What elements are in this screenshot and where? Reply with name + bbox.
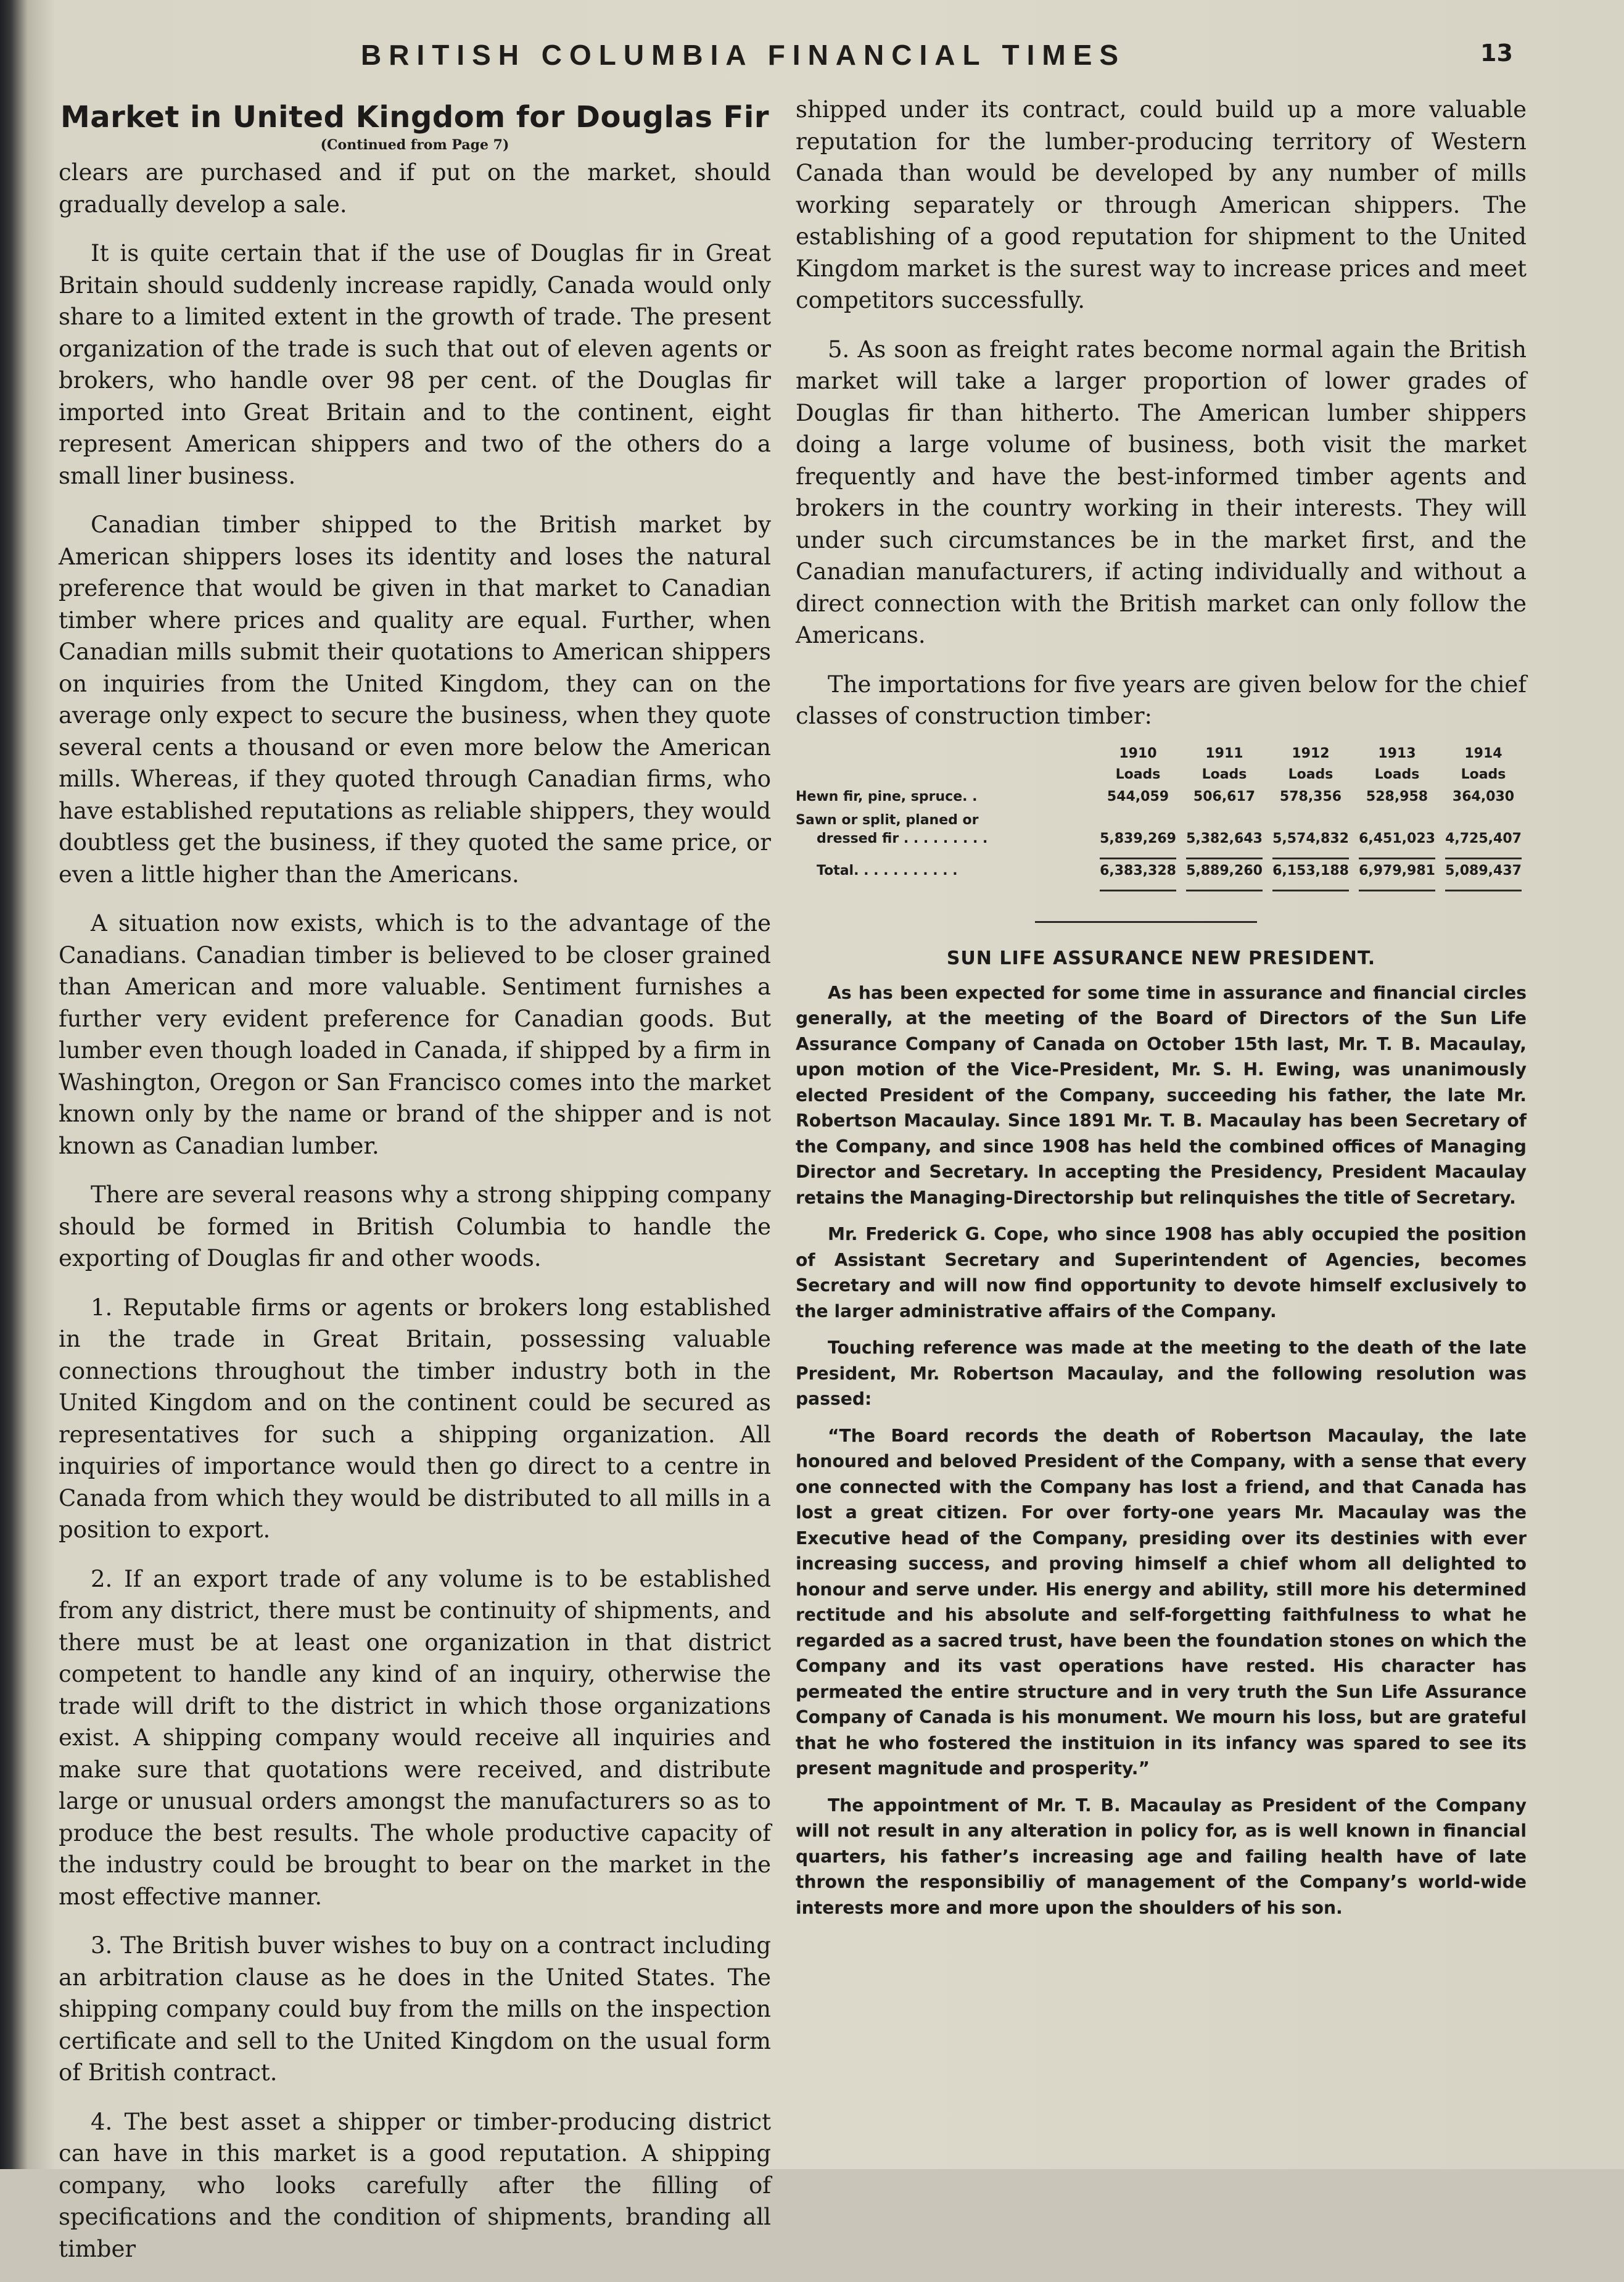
total-cell: 6,153,188 bbox=[1272, 862, 1349, 878]
article-paragraph: 4. The best asset a shipper or timber-producing district can have in this market is a good reputation. A shipping company, who looks carefully after the filling of specifications and the condition of shipments, branding all timber bbox=[59, 2108, 771, 2262]
table-cell: 528,958 bbox=[1366, 788, 1428, 804]
year-header: 1912 bbox=[1292, 745, 1330, 761]
column-rule bbox=[1445, 890, 1521, 891]
row-label bbox=[796, 809, 1095, 851]
news-paragraph: As has been expected for some time in assurance and financial circles generally, at the meeting of the Board of Directors of the Sun Life Assurance Company of Canada on October 15th last, Mr. T. B. Macaulay, upon motion of the Vice-President, Mr. S. H. Ewing, was unanimously elected President of the Company, succeeding his father, the late Mr. Robertson Macaulay. Since 1891 Mr. T. B. Macaulay has been Secretary of the Company, and since 1908 has held the combined offices of Managing Director and Secretary. In accepting the Presidency, President Macaulay retains the Managing-Directorship but relinquishes the title of Secretary. bbox=[796, 982, 1527, 1208]
total-cell: 5,889,260 bbox=[1186, 862, 1263, 878]
table-header-years bbox=[796, 743, 1527, 764]
year-header: 1914 bbox=[1464, 745, 1502, 761]
running-title: BRITISH COLUMBIA FINANCIAL TIMES bbox=[361, 39, 1126, 71]
article-paragraph: 3. The British buver wishes to buy on a contract including an arbitration clause as he does in the United States. The shipping company could buy from the mills on the inspection certificate and sell to the United Kingdom on the usual form of British contract. bbox=[59, 1932, 771, 2086]
news-paragraph: Mr. Frederick G. Cope, who since 1908 has ably occupied the position of Assistant Secretary and Superintendent of Agencies, becomes Secretary and will now find opportunity to devote himself exclusively to the larger administrative affairs of the Company. bbox=[796, 1224, 1527, 1321]
table-cell: 5,382,643 bbox=[1186, 830, 1263, 846]
news-quote: “The Board records the death of Robertson Macaulay, the late honoured and beloved President of the Company, with a sense that every one connected with the Company has lost a friend, and that Canada has lost a great citizen. For over forty-one years Mr. Macaulay was the Executive head of the Company, presiding over its destinies with ever increasing success, and proving himself a chief whom all delighted to honour and serve under. His energy and ability, still more his determined rectitude and his absolute and self-forgetting faithfulness to what he regarded as a sacred trust, have been the foundation stones on which the Company and its vast operations have rested. His character has permeated the entire structure and in very truth the Sun Life Assurance Company of Canada is his monument. We mourn his loss, but are grateful that he who fostered the instituion in its infancy was spared to see its present magnitude and prosperity.” bbox=[796, 1425, 1527, 1779]
news-headline: SUN LIFE ASSURANCE NEW PRESIDENT. bbox=[946, 947, 1376, 969]
unit-header: Loads bbox=[1115, 766, 1161, 782]
column-rule bbox=[1186, 890, 1262, 891]
column-rule bbox=[1359, 890, 1435, 891]
table-cell: 544,059 bbox=[1107, 788, 1169, 804]
article-paragraph: A situation now exists, which is to the advantage of the Canadians. Canadian timber is believed to be closer grained than American and more valuable. Sentiment furnishes a further very evident preference for Canadian goods. But lumber even though loaded in Canada, if shipped by a firm in Washington, Oregon or San Francisco comes into the market known only by the name or brand of the shipper and is not known as Canadian lumber. bbox=[59, 910, 771, 1159]
table-header-units bbox=[796, 764, 1527, 785]
table-row bbox=[796, 785, 1527, 809]
article-paragraph: clears are purchased and if put on the market, should gradually develop a sale. bbox=[59, 159, 771, 218]
continued-note: (Continued from Page 7) bbox=[320, 137, 509, 153]
table-cell: 6,451,023 bbox=[1359, 830, 1435, 846]
article-paragraph: 2. If an export trade of any volume is to be established from any district, there must be continuity of shipments, and there must be at least one organization in that district competent to handle any kind of an inquiry, otherwise the trade will drift to the district in which those organizations exist. A shipping company would receive all inquiries and make sure that quotations were received, and distribute large or unusual orders amongst the manufacturers so as to produce the best results. The whole productive capacity of the industry could be brought to bear on the market in the most effective manner. bbox=[59, 1565, 771, 1910]
news-paragraph: Touching reference was made at the meeting to the death of the late President, Mr. Robertson Macaulay, and the following resolution was passed: bbox=[796, 1337, 1527, 1409]
year-header: 1911 bbox=[1205, 745, 1243, 761]
page-number: 13 bbox=[1480, 39, 1513, 67]
column-rule bbox=[1100, 890, 1176, 891]
unit-header: Loads bbox=[1461, 766, 1506, 782]
left-column bbox=[59, 93, 771, 2282]
year-header: 1913 bbox=[1378, 745, 1416, 761]
table-cell: 5,574,832 bbox=[1272, 830, 1349, 846]
article-paragraph: There are several reasons why a strong shipping company should be formed in British Columbia to handle the exporting of Douglas fir and other woods. bbox=[59, 1181, 771, 1271]
unit-header: Loads bbox=[1374, 766, 1420, 782]
imports-table bbox=[796, 743, 1527, 891]
page-header bbox=[0, 38, 1624, 75]
news-paragraph: The appointment of Mr. T. B. Macaulay as President of the Company will not result in any alteration in policy for, as is well known in financial quarters, his father’s increasing age and failing health have of late thrown the responsibiliy of management of the Company’s world-wide interests more and more upon the shoulders of his son. bbox=[796, 1795, 1527, 1918]
section-divider bbox=[1035, 921, 1257, 923]
table-cell: 364,030 bbox=[1452, 788, 1515, 804]
total-cell: 5,089,437 bbox=[1445, 862, 1522, 878]
table-cell: 578,356 bbox=[1279, 788, 1342, 804]
total-label: Total. . . . . . . . . . . bbox=[817, 862, 958, 878]
table-rule-row bbox=[796, 883, 1527, 891]
right-column bbox=[796, 94, 1527, 1932]
article-paragraph: shipped under its contract, could build up a more valuable reputation for the lumber-producing territory of Western Canada than would be developed by any number of mills working separately or through American shippers. The establishing of a good reputation for shipment to the United Kingdom market is the surest way to increase prices and meet competitors successfully. bbox=[796, 96, 1527, 313]
table-intro: The importations for five years are given below for the chief classes of construction timber: bbox=[796, 671, 1527, 729]
unit-header: Loads bbox=[1202, 766, 1247, 782]
row-label-line: Sawn or split, planed or bbox=[796, 812, 979, 828]
row-label: Hewn fir, pine, spruce. . bbox=[796, 788, 978, 804]
table-row bbox=[796, 809, 1527, 851]
table-total-row bbox=[796, 859, 1527, 883]
total-cell: 6,979,981 bbox=[1359, 862, 1435, 878]
column-rule bbox=[1272, 890, 1348, 891]
article-paragraph: It is quite certain that if the use of Douglas fir in Great Britain should suddenly increase rapidly, Canada would only share to a limited extent in the growth of trade. The present organization of the trade is such that out of eleven agents or brokers, who handle over 98 per cent. of the Douglas fir imported into Great Britain and to the continent, eight represent American shippers and two of the others do a small liner business. bbox=[59, 240, 771, 489]
total-cell: 6,383,328 bbox=[1100, 862, 1176, 878]
table-rule-row bbox=[796, 851, 1527, 859]
article-title: Market in United Kingdom for Douglas Fir bbox=[60, 100, 770, 134]
article-paragraph: Canadian timber shipped to the British market by American shippers loses its identity and loses the natural preference that would be given in that market to Canadian timber where prices and quality are equal. Further, when Canadian mills submit their quotations to American shippers on inquiries from the United Kingdom, they can on the average only expect to secure the business, when they quote several cents a thousand or even more below the American mills. Whereas, if they quoted through Canadian firms, who have established reputations as reliable shippers, they would doubtless get the business, if they quoted the same price, or even a little higher than the Americans. bbox=[59, 511, 771, 888]
row-label-line: dressed fir . . . . . . . . . bbox=[817, 830, 988, 846]
table-cell: 506,617 bbox=[1193, 788, 1256, 804]
year-header: 1910 bbox=[1119, 745, 1157, 761]
unit-header: Loads bbox=[1288, 766, 1333, 782]
article-paragraph: 1. Reputable firms or agents or brokers long established in the trade in Great Britain, possessing valuable connections throughout the timber industry both in the United Kingdom and on the continent could be secured as representatives for such a shipping organization. All inquiries of importance would then go direct to a centre in Canada from which they would be distributed to all mills in a position to export. bbox=[59, 1294, 771, 1543]
table-cell: 5,839,269 bbox=[1100, 830, 1176, 846]
article-paragraph: 5. As soon as freight rates become normal again the British market will take a larger proportion of lower grades of Douglas fir than hitherto. The American lumber shippers doing a large volume of business, both visit the market frequently and have the best-informed timber agents and brokers in the country working in their interests. They will under such circumstances be in the market first, and the Canadian manufacturers, if acting individually and without a direct connection with the British market can only follow the Americans. bbox=[796, 336, 1527, 648]
table-cell: 4,725,407 bbox=[1445, 830, 1522, 846]
